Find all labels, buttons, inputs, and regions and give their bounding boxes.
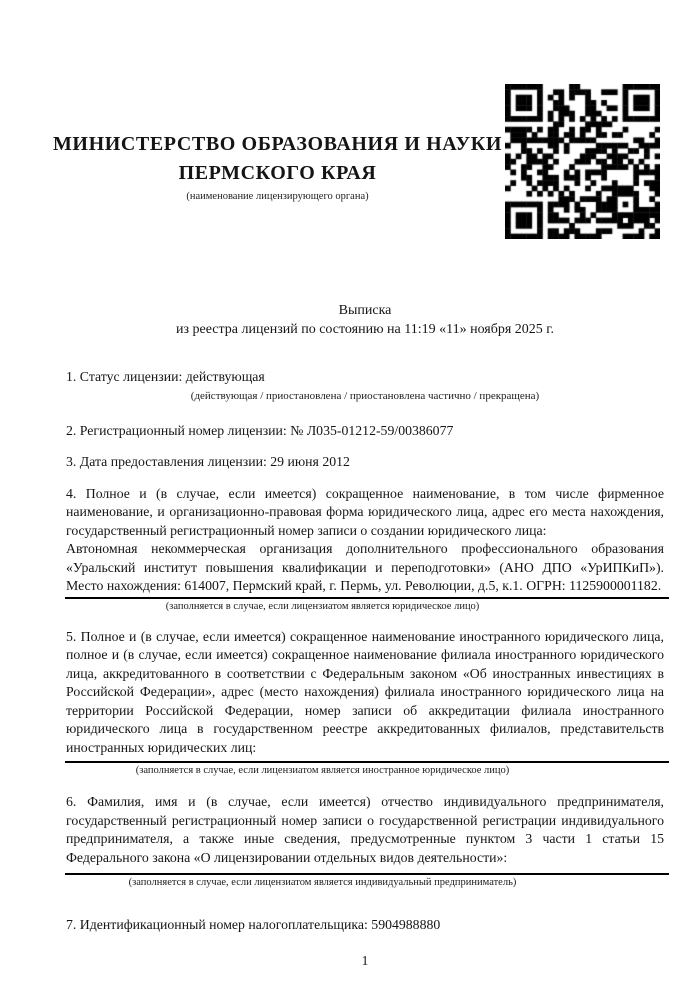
- item-legal-entity-label: 4. Полное и (в случае, если имеется) сокращенное наименование, в том числе фирменное наименование, и организационно-правовая форма юридического лица, адрес его места нахождения, государственный регистрационный номер записи о создании юридического лица:: [66, 485, 664, 538]
- item-foreign-entity-label: 5. Полное и (в случае, если имеется) сокращенное наименование иностранного юридического лица, полное и (в случае, если имеется) сокращенное наименование филиала иностранного юридического лица, аккредитованного в соответствии с Федеральным законом «Об иностранных инвестициях в Российской Федерации», адрес (место нахождения) филиала иностранного юридического лица на территории Российской Федерации, номер записи об аккредитации филиала иностранного юридического лица в государственном реестре аккредитованных филиалов, представительств иностранных юридических лиц:: [66, 628, 664, 755]
- qr-code: [505, 84, 660, 239]
- fill-line-entrepreneur: [65, 873, 669, 875]
- ministry-name-line1: МИНИСТЕРСТВО ОБРАЗОВАНИЯ И НАУКИ: [52, 133, 503, 155]
- item-registration-number: 2. Регистрационный номер лицензии: № Л035-01212-59/00386077: [66, 422, 454, 438]
- legal-entity-value: Автономная некоммерческая организация дополнительного профессионального образования «Уральский институт повышения квалификации и переподготовки» (АНО ДПО «УрИПКиП»). Место нахождения: 614007, Пермский край, г. Пермь, ул. Революции, д.5, к.1. ОГРН: 1125900001182.: [66, 541, 664, 593]
- item-inn: 7. Идентификационный номер налогоплательщика: 5904988880: [66, 917, 441, 932]
- legal-entity-note: (заполняется в случае, если лицензиатом является юридическое лицо): [165, 600, 480, 612]
- title-line1: Выписка: [338, 303, 392, 318]
- page-number: 1: [361, 952, 369, 968]
- document-title: [66, 301, 664, 339]
- document-body: [66, 368, 664, 970]
- license-status-note: (действующая / приостановлена / приостановлена частично / прекращена): [190, 389, 540, 402]
- item-entrepreneur-label: 6. Фамилия, имя и (в случае, если имеется) отчество индивидуального предпринимателя, государственный регистрационный номер записи о государственной регистрации индивидуального предпринимателя, а также иные сведения, предусмотренные пунктом 3 части 1 статьи 15 Федерального закона «О лицензировании отдельных видов деятельности»:: [66, 794, 664, 865]
- title-line2: из реестра лицензий по состоянию на 11:19 «11» ноября 2025 г.: [176, 322, 554, 337]
- item-license-status: 1. Статус лицензии: действующая: [66, 369, 265, 384]
- entrepreneur-note: (заполняется в случае, если лицензиатом является индивидуальный предприниматель): [128, 877, 517, 888]
- item-grant-date: 3. Дата предоставления лицензии: 29 июня 2012: [66, 454, 350, 469]
- foreign-entity-note: (заполняется в случае, если лицензиатом является иностранное юридическое лицо): [135, 765, 510, 776]
- ministry-header: [45, 130, 510, 202]
- ministry-name-note: (наименование лицензирующего органа): [186, 191, 369, 202]
- fill-line-foreign-entity: [65, 761, 669, 763]
- ministry-name-line2: ПЕРМСКОГО КРАЯ: [178, 162, 377, 184]
- fill-line-legal-entity: [65, 597, 669, 599]
